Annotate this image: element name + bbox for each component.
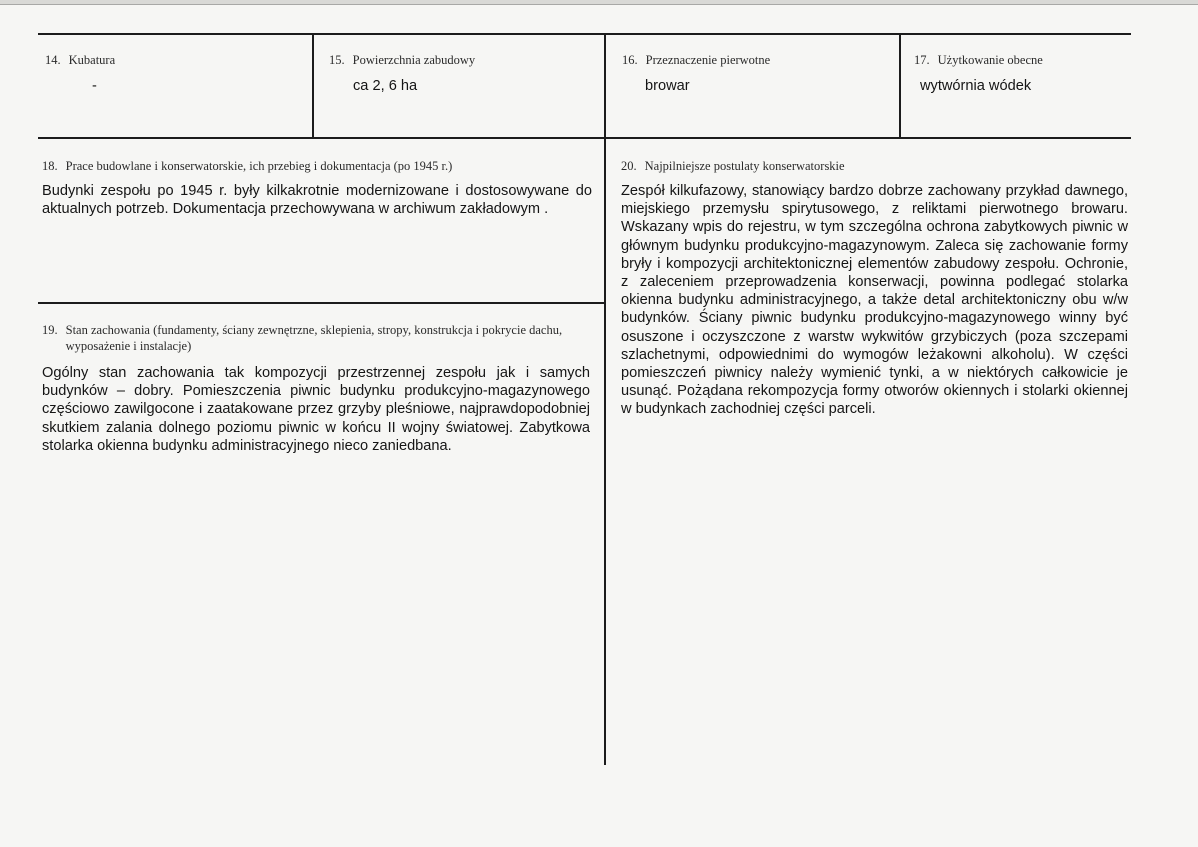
col-divider-main [604, 34, 606, 765]
field-stan-zachowania-number: 19. [42, 323, 58, 337]
field-powierzchnia-zabudowy-number: 15. [329, 53, 345, 67]
field-uzytkowanie-obecne-number: 17. [914, 53, 930, 67]
field-prace-budowlane-label [42, 158, 592, 174]
field-przeznaczenie-pierwotne-title: Przeznaczenie pierwotne [645, 53, 771, 67]
field-prace-budowlane-number: 18. [42, 159, 58, 173]
field-kubatura-title: Kubatura [68, 53, 116, 67]
field-prace-budowlane [42, 158, 592, 218]
scan-edge-line [0, 4, 1198, 5]
field-prace-budowlane-title: Prace budowlane i konserwatorskie, ich przebieg i dokumentacja (po 1945 r.) [65, 159, 453, 173]
field-uzytkowanie-obecne-label [914, 52, 1129, 68]
field-kubatura-number: 14. [45, 53, 61, 67]
col-divider-3 [899, 34, 901, 138]
field-powierzchnia-zabudowy-value: ca 2, 6 ha [353, 78, 418, 94]
field-powierzchnia-zabudowy [329, 52, 594, 68]
field-stan-zachowania-title: Stan zachowania (fundamenty, ściany zewnętrzne, sklepienia, stropy, konstrukcja i pokrycie dachu, wyposażenie i instalacje) [65, 323, 563, 353]
field-postulaty-konserwatorskie-value: Zespół kilkufazowy, stanowiący bardzo dobrze zachowany przykład dawnego, miejskiego przemysłu spirytusowego, z reliktami pierwotnego browaru. Wskazany wpis do rejestru, w tym szczególna ochrona zabytkowych piwnic w głównym budynku produkcyjno-magazynowym. Zaleca się zachowanie formy bryły i kompozycji architektonicznej elementów zabudowy zespołu. Ochronie, z zaleceniem przeprowadzenia konserwacji, powinna podlegać stolarka okienna budynku administracyjnego, a także detal architektoniczny obu w/w budynków. Ściany piwnic budynku produkcyjno-magazynowego winny być osuszone i oczyszczone z warstw wykwitów grzybiczych (poza szczepami szlachetnymi, odpowiednimi do wymogów leżakowni alkoholu). W części pomieszczeń piwnicy należy wymienić tynki, a w niektórych całkowicie je usunąć. Pożądana rekompozycja formy otworów okiennych i stolarki okiennej w budynkach zachodniej części parceli. [621, 183, 1128, 418]
field-przeznaczenie-pierwotne-label [622, 52, 892, 68]
field-18-19-divider [38, 302, 605, 304]
field-przeznaczenie-pierwotne-number: 16. [622, 53, 638, 67]
field-uzytkowanie-obecne-title: Użytkowanie obecne [937, 53, 1043, 67]
field-stan-zachowania-value: Ogólny stan zachowania tak kompozycji przestrzennej zespołu jak i samych budynków – dobry. Pomieszczenia piwnic budynku produkcyjno-magazynowego częściowo zawilgocone i zaatakowane przez grzyby pleśniowe, najprawdopodobniej skutkiem zalania dolnego poziomu piwnic w końcu II wojny światowej. Zabytkowa stolarka okienna budynku administracyjnego nieco zaniedbana. [42, 365, 590, 454]
field-stan-zachowania [42, 322, 594, 455]
field-postulaty-konserwatorskie-label [621, 158, 1128, 174]
field-prace-budowlane-value: Budynki zespołu po 1945 r. były kilkakrotnie modernizowane i dostosowywane do aktualnych potrzeb. Dokumentacja przechowywana w archiwum zakładowym . [42, 183, 592, 218]
row1-bottom-rule [38, 137, 1131, 139]
field-uzytkowanie-obecne-value: wytwórnia wódek [920, 78, 1032, 94]
field-stan-zachowania-label [42, 322, 594, 354]
col-divider-1 [312, 34, 314, 138]
field-kubatura-value: - [92, 78, 97, 94]
field-przeznaczenie-pierwotne [622, 52, 892, 68]
field-kubatura [45, 52, 305, 68]
top-rule [38, 33, 1131, 35]
field-przeznaczenie-pierwotne-value: browar [645, 78, 690, 94]
field-postulaty-konserwatorskie-title: Najpilniejsze postulaty konserwatorskie [644, 159, 845, 173]
field-kubatura-label [45, 52, 305, 68]
field-powierzchnia-zabudowy-title: Powierzchnia zabudowy [352, 53, 476, 67]
field-uzytkowanie-obecne [914, 52, 1129, 68]
field-postulaty-konserwatorskie [621, 158, 1128, 419]
field-postulaty-konserwatorskie-number: 20. [621, 159, 637, 173]
field-powierzchnia-zabudowy-label [329, 52, 594, 68]
